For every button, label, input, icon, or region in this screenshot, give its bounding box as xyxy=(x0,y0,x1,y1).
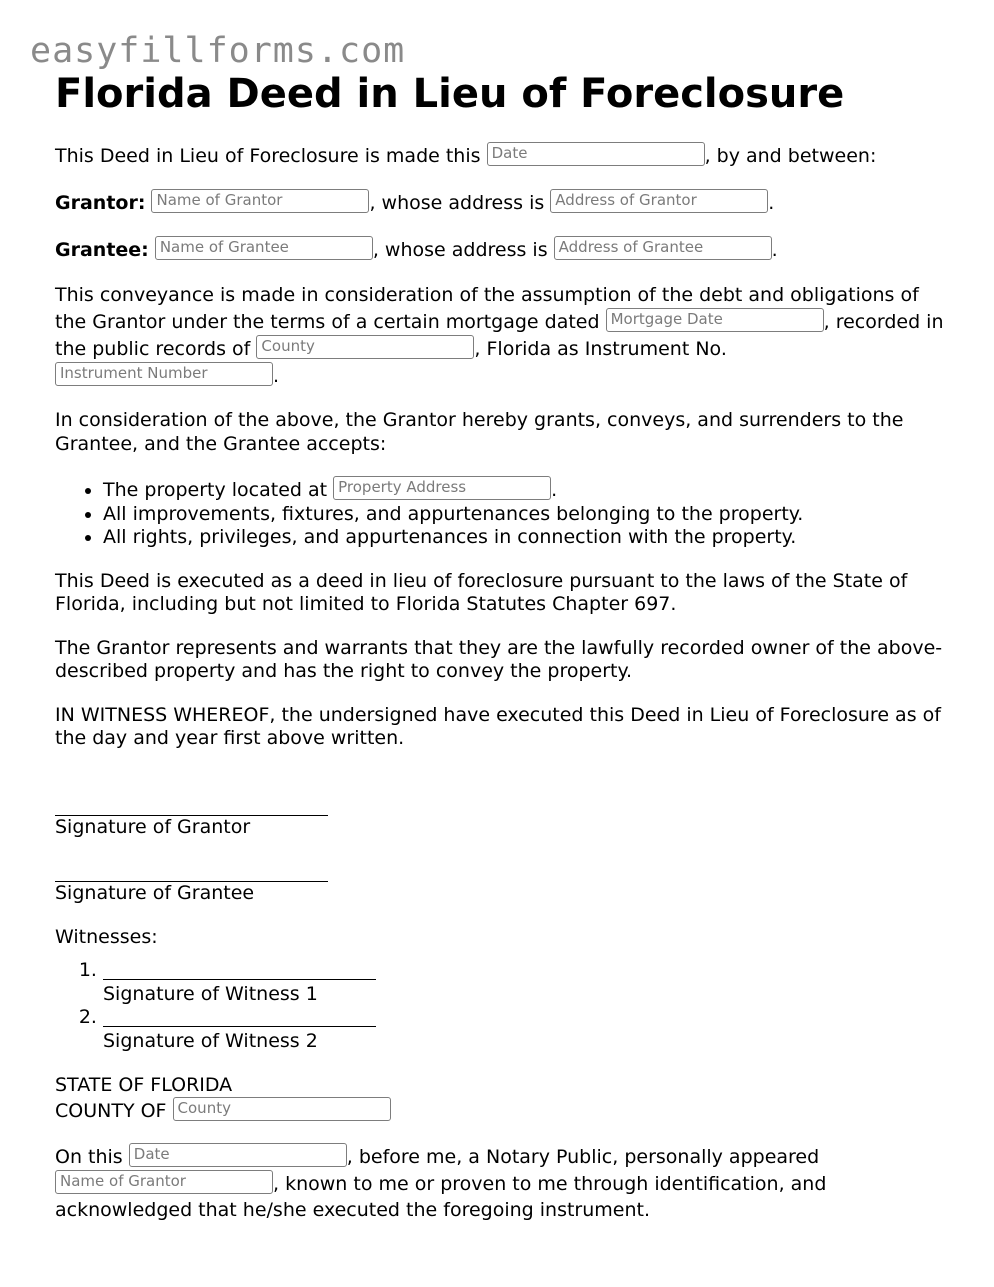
county-label: COUNTY OF xyxy=(55,1100,167,1122)
list-item xyxy=(103,959,945,1006)
witness1-signature-line xyxy=(103,959,376,980)
list-item: • All rights, privileges, and appurtenances in connection with the property. xyxy=(103,526,945,550)
property-address-field[interactable]: Property Address xyxy=(333,476,551,500)
instrument-number-field[interactable]: Instrument Number xyxy=(55,362,273,386)
property-end-text: . xyxy=(551,479,558,501)
watermark: easyfillforms.com xyxy=(30,31,406,71)
deed-date-field[interactable]: Date xyxy=(487,142,705,166)
conveyance-end-text: . xyxy=(273,365,280,387)
grantor-signature-block xyxy=(55,771,945,840)
grantee-line xyxy=(55,236,945,263)
witness1-label: Signature of Witness 1 xyxy=(103,982,318,1005)
mortgage-date-field[interactable]: Mortgage Date xyxy=(606,308,824,332)
list-item xyxy=(103,476,945,503)
notary-date-field[interactable]: Date xyxy=(129,1143,347,1167)
county-line xyxy=(55,1097,945,1123)
grantor-label: Grantor: xyxy=(55,192,146,214)
consideration-paragraph: In consideration of the above, the Grantor hereby grants, conveys, and surrenders to the Grantee, and the Grantee accepts: xyxy=(55,409,904,455)
county-field[interactable]: County xyxy=(256,335,474,359)
witness-paragraph: IN WITNESS WHEREOF, the undersigned have executed this Deed in Lieu of Foreclosure as of the day and year first above written. xyxy=(55,703,941,749)
grantor-address-field[interactable]: Address of Grantor xyxy=(550,189,768,213)
witness-list xyxy=(55,959,945,1053)
grantor-signature-line xyxy=(55,793,328,816)
grantor-end-text: . xyxy=(768,192,775,214)
list-item: • All improvements, fixtures, and appurtenances belonging to the property. xyxy=(103,503,945,527)
conveyance-paragraph xyxy=(55,283,945,389)
conveyance-text-1: This conveyance is made in consideration of the assumption of the debt and obligations of the Grantor under the terms of a certain mortgage dated xyxy=(55,284,919,333)
grantee-end-text: . xyxy=(771,239,778,261)
warranty-paragraph: The Grantor represents and warrants that they are the lawfully recorded owner of the above-described property and has the right to convey the property. xyxy=(55,636,943,682)
grantor-name-field[interactable]: Name of Grantor xyxy=(151,189,369,213)
intro-after-text: , by and between: xyxy=(704,145,877,167)
intro-paragraph xyxy=(55,142,945,169)
notary-county-field[interactable]: County xyxy=(173,1097,391,1121)
document-body xyxy=(55,142,945,1243)
page-title: Florida Deed in Lieu of Foreclosure xyxy=(55,71,845,117)
intro-text: This Deed in Lieu of Foreclosure is made this xyxy=(55,145,481,167)
grantee-signature-label: Signature of Grantee xyxy=(55,882,255,904)
state-line: STATE OF FLORIDA xyxy=(55,1074,233,1096)
property-list xyxy=(55,476,945,550)
grantee-label: Grantee: xyxy=(55,239,149,261)
grantor-signature-label: Signature of Grantor xyxy=(55,815,251,838)
grantee-address-text: , whose address is xyxy=(372,239,548,261)
witness2-signature-line xyxy=(103,1006,376,1027)
notary-paragraph xyxy=(55,1143,945,1223)
grantee-signature-line xyxy=(55,859,328,882)
conveyance-text-2: , recorded in the public records of xyxy=(55,311,944,360)
statute-paragraph: This Deed is executed as a deed in lieu of foreclosure pursuant to the laws of the State of Florida, including but not limited to Florida Statutes Chapter 697. xyxy=(55,569,908,615)
grantor-line xyxy=(55,189,945,216)
conveyance-text-3: , Florida as Instrument No. xyxy=(474,338,727,360)
notary-closing: , known to me or proven to me through identification, and acknowledged that he/she executed the foregoing instrument. xyxy=(55,1173,827,1221)
grantor-address-text: , whose address is xyxy=(369,192,545,214)
grantee-address-field[interactable]: Address of Grantee xyxy=(554,236,772,260)
notary-before-me: , before me, a Notary Public, personally appeared xyxy=(346,1146,820,1168)
notary-venue xyxy=(55,1073,945,1123)
witness2-label: Signature of Witness 2 xyxy=(103,1029,318,1052)
grantee-signature-block xyxy=(55,859,945,906)
grantee-name-field[interactable]: Name of Grantee xyxy=(155,236,373,260)
notary-grantor-name-field[interactable]: Name of Grantor xyxy=(55,1170,273,1194)
property-text: The property located at xyxy=(103,479,328,501)
notary-on-this: On this xyxy=(55,1146,123,1168)
list-item xyxy=(103,1006,945,1053)
witnesses-heading: Witnesses: xyxy=(55,925,158,948)
